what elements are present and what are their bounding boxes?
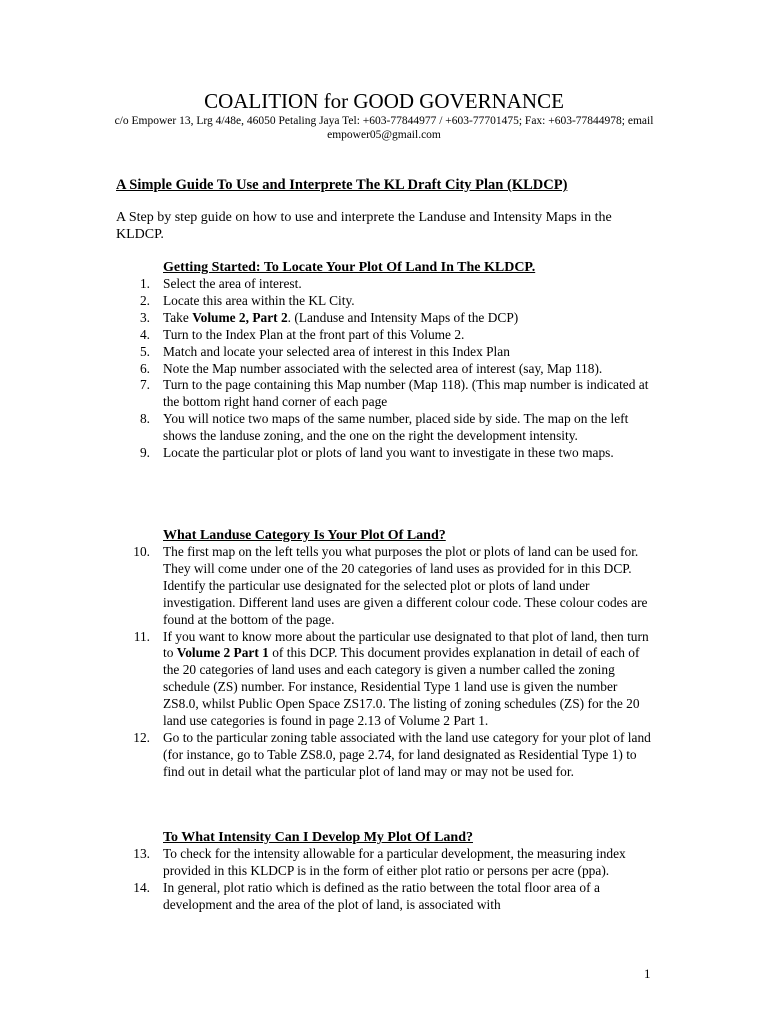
list-item-number: 3. xyxy=(139,309,150,325)
list-item-text: Take xyxy=(163,309,193,325)
list-item-number: 9. xyxy=(139,445,150,461)
list-item xyxy=(116,846,656,880)
list-item xyxy=(116,361,656,378)
section-heading-getting-started: Getting Started: To Locate Your Plot Of Land In The KLDCP. xyxy=(163,260,536,275)
list-item xyxy=(116,276,656,293)
list-item-text-continued: of this DCP. This document provides explanation in detail of each of the 20 categories of land uses and each category is given a number called the zoning schedule (ZS) number. For instance, Residential Type 1 land use is given the number ZS8.0, whilst Public Open Space ZS17.0. The listing of zoning schedules (ZS) for the 20 land use categories is found in page 2.13 of Volume 2 Part 1. xyxy=(163,645,640,729)
document-title: A Simple Guide To Use and Interprete The KL Draft City Plan (KLDCP) xyxy=(116,177,568,193)
list-item-text: To check for the intensity allowable for a particular development, the measuring index provided in this KLDCP is in the form of either plot ratio or persons per acre (ppa). xyxy=(163,846,626,878)
page-number: 1 xyxy=(644,966,651,981)
list-item-text: Locate this area within the KL City. xyxy=(163,292,355,308)
list-item xyxy=(116,544,656,629)
section-heading-intensity: To What Intensity Can I Develop My Plot Of Land? xyxy=(163,830,473,845)
steps-list-intensity xyxy=(116,846,656,914)
list-item-number: 10. xyxy=(133,544,150,559)
list-item-text: Select the area of interest. xyxy=(163,276,302,291)
list-item-text: Match and locate your selected area of interest in this Index Plan xyxy=(163,343,510,359)
list-item-number: 7. xyxy=(139,377,150,393)
list-item-number: 1. xyxy=(139,276,150,291)
list-item xyxy=(116,344,656,361)
list-item xyxy=(116,327,656,344)
list-item-number: 14. xyxy=(133,879,150,895)
list-item-text-continued: . (Landuse and Intensity Maps of the DCP) xyxy=(287,309,519,325)
list-item-text: Turn to the Index Plan at the front part of this Volume 2. xyxy=(163,326,465,342)
list-item-text: The first map on the left tells you what purposes the plot or plots of land can be used for. They will come under one of the 20 categories of land uses as provided for in this DCP. Identify the particular use designated for the selected plot or plots of land under investigation. Different land uses are given a different colour code. These colour codes are found at the bottom of the page. xyxy=(163,544,648,627)
list-item-number: 12. xyxy=(133,729,150,745)
list-item-text: In general, plot ratio which is defined as the ratio between the total floor area of a development and the area of the plot of land, is associated with xyxy=(163,879,600,912)
steps-list-getting-started xyxy=(116,276,656,462)
list-item-text: If you want to know more about the particular use designated to that plot of land, then turn to xyxy=(163,628,649,661)
list-item-number: 8. xyxy=(139,411,150,427)
list-item xyxy=(116,293,656,310)
list-item xyxy=(116,377,656,411)
steps-list-landuse-category xyxy=(116,544,656,781)
list-item-number: 6. xyxy=(139,360,150,376)
organization-address: c/o Empower 13, Lrg 4/48e, 46050 Petaling Jaya Tel: +603-77844977 / +603-77701475; Fax: +603-77844978; email empower05@gmail.com xyxy=(114,115,654,141)
list-item xyxy=(116,880,656,914)
section-heading-landuse-category: What Landuse Category Is Your Plot Of Land? xyxy=(163,528,446,543)
list-item-number: 5. xyxy=(139,343,150,359)
list-item xyxy=(116,411,656,445)
list-item-emphasis: Volume 2 Part 1 xyxy=(176,645,269,661)
list-item xyxy=(116,310,656,327)
list-item xyxy=(116,629,656,730)
list-item xyxy=(116,730,656,781)
list-item-number: 4. xyxy=(139,326,150,342)
list-item-text: Go to the particular zoning table associated with the land use category for your plot of land (for instance, go to Table ZS8.0, page 2.74, for land designated as Residential Type 1) to find out in detail what the particular plot of land may or may not be used for. xyxy=(163,729,651,779)
list-item xyxy=(116,445,656,462)
list-item-number: 2. xyxy=(139,292,150,308)
list-item-emphasis: Volume 2, Part 2 xyxy=(192,309,288,325)
list-item-number: 13. xyxy=(133,846,150,861)
list-item-number: 11. xyxy=(133,628,150,644)
list-item-text: You will notice two maps of the same number, placed side by side. The map on the left shows the landuse zoning, and the one on the right the development intensity. xyxy=(163,411,629,444)
list-item-text: Note the Map number associated with the selected area of interest (say, Map 118). xyxy=(163,360,603,376)
list-item-text: Turn to the page containing this Map number (Map 118). (This map number is indicated at the bottom right hand corner of each page xyxy=(163,377,649,410)
list-item-text: Locate the particular plot or plots of land you want to investigate in these two maps. xyxy=(163,445,614,461)
intro-paragraph: A Step by step guide on how to use and interprete the Landuse and Intensity Maps in the KLDCP. xyxy=(116,210,612,242)
organization-title: COALITION for GOOD GOVERNANCE xyxy=(204,89,564,113)
